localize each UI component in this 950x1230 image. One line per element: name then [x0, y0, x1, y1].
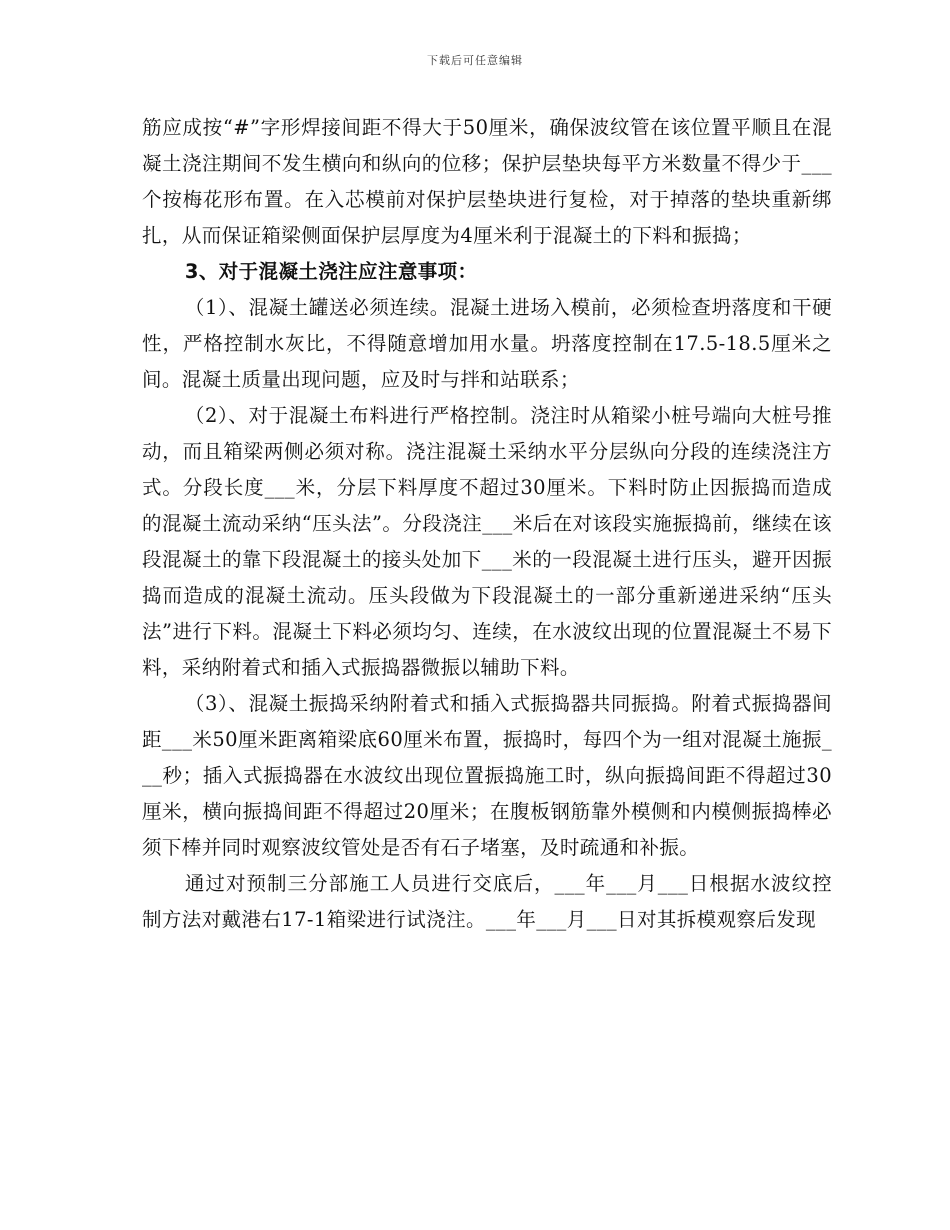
paragraph-rebar-spacing: 筋应成按“#”字形焊接间距不得大于50厘米，确保波纹管在该位置平顺且在混凝土浇注期间不发生横向和纵向的位移；保护层垫块每平方米数量不得少于___个按梅花形布置。在入芯模前对保护层垫块进行复检，对于掉落的垫块重新绑扎，从而保证箱梁侧面保护层厚度为4厘米利于混凝土的下料和振捣； — [142, 116, 832, 247]
paragraph-item-2: （2）、对于混凝土布料进行严格控制。浇注时从箱梁小桩号端向大桩号推动，而且箱梁两侧必须对称。浇注混凝土采纳水平分层纵向分段的连续浇注方式。分段长度___米，分层下料厚度不超过30厘米。下料时防止因振捣而造成的混凝土流动采纳“压头法”。分段浇注___米后在对该段实施振捣前，继续在该段混凝土的靠下段混凝土的接头处加下___米的一段混凝土进行压头，避开因振捣而造成的混凝土流动。压头段做为下段混凝土的一部分重新递进采纳“压头法”进行下料。混凝土下料必须均匀、连续，在水波纹出现的位置混凝土不易下料，采纳附着式和插入式振捣器微振以辅助下料。 — [142, 404, 832, 679]
section-heading-concrete-pouring: 3、对于混凝土浇注应注意事项： — [184, 260, 478, 283]
document-body — [142, 110, 832, 938]
page-header: 下载后可任意编辑 — [427, 54, 523, 67]
paragraph-trial-pour: 通过对预制三分部施工人员进行交底后，___年___月___日根据水波纹控制方法对戴港右17-1箱梁进行试浇注。___年___月___日对其拆模观察后发现 — [142, 872, 832, 931]
paragraph-item-3: （3）、混凝土振捣采纳附着式和插入式振捣器共同振捣。附着式振捣器间距___米50厘米距离箱梁底60厘米布置，振捣时，每四个为一组对混凝土施振___秒；插入式振捣器在水波纹出现位置振捣施工时，纵向振捣间距不得超过30厘米，横向振捣间距不得超过20厘米；在腹板钢筋靠外模侧和内模侧振捣棒必须下棒并同时观察波纹管处是否有石子堵塞，及时疏通和补振。 — [142, 692, 832, 859]
paragraph-item-1: （1）、混凝土罐送必须连续。混凝土进场入模前，必须检查坍落度和干硬性，严格控制水灰比，不得随意增加用水量。坍落度控制在17.5-18.5厘米之间。混凝土质量出现问题，应及时与拌和站联系； — [142, 296, 832, 391]
